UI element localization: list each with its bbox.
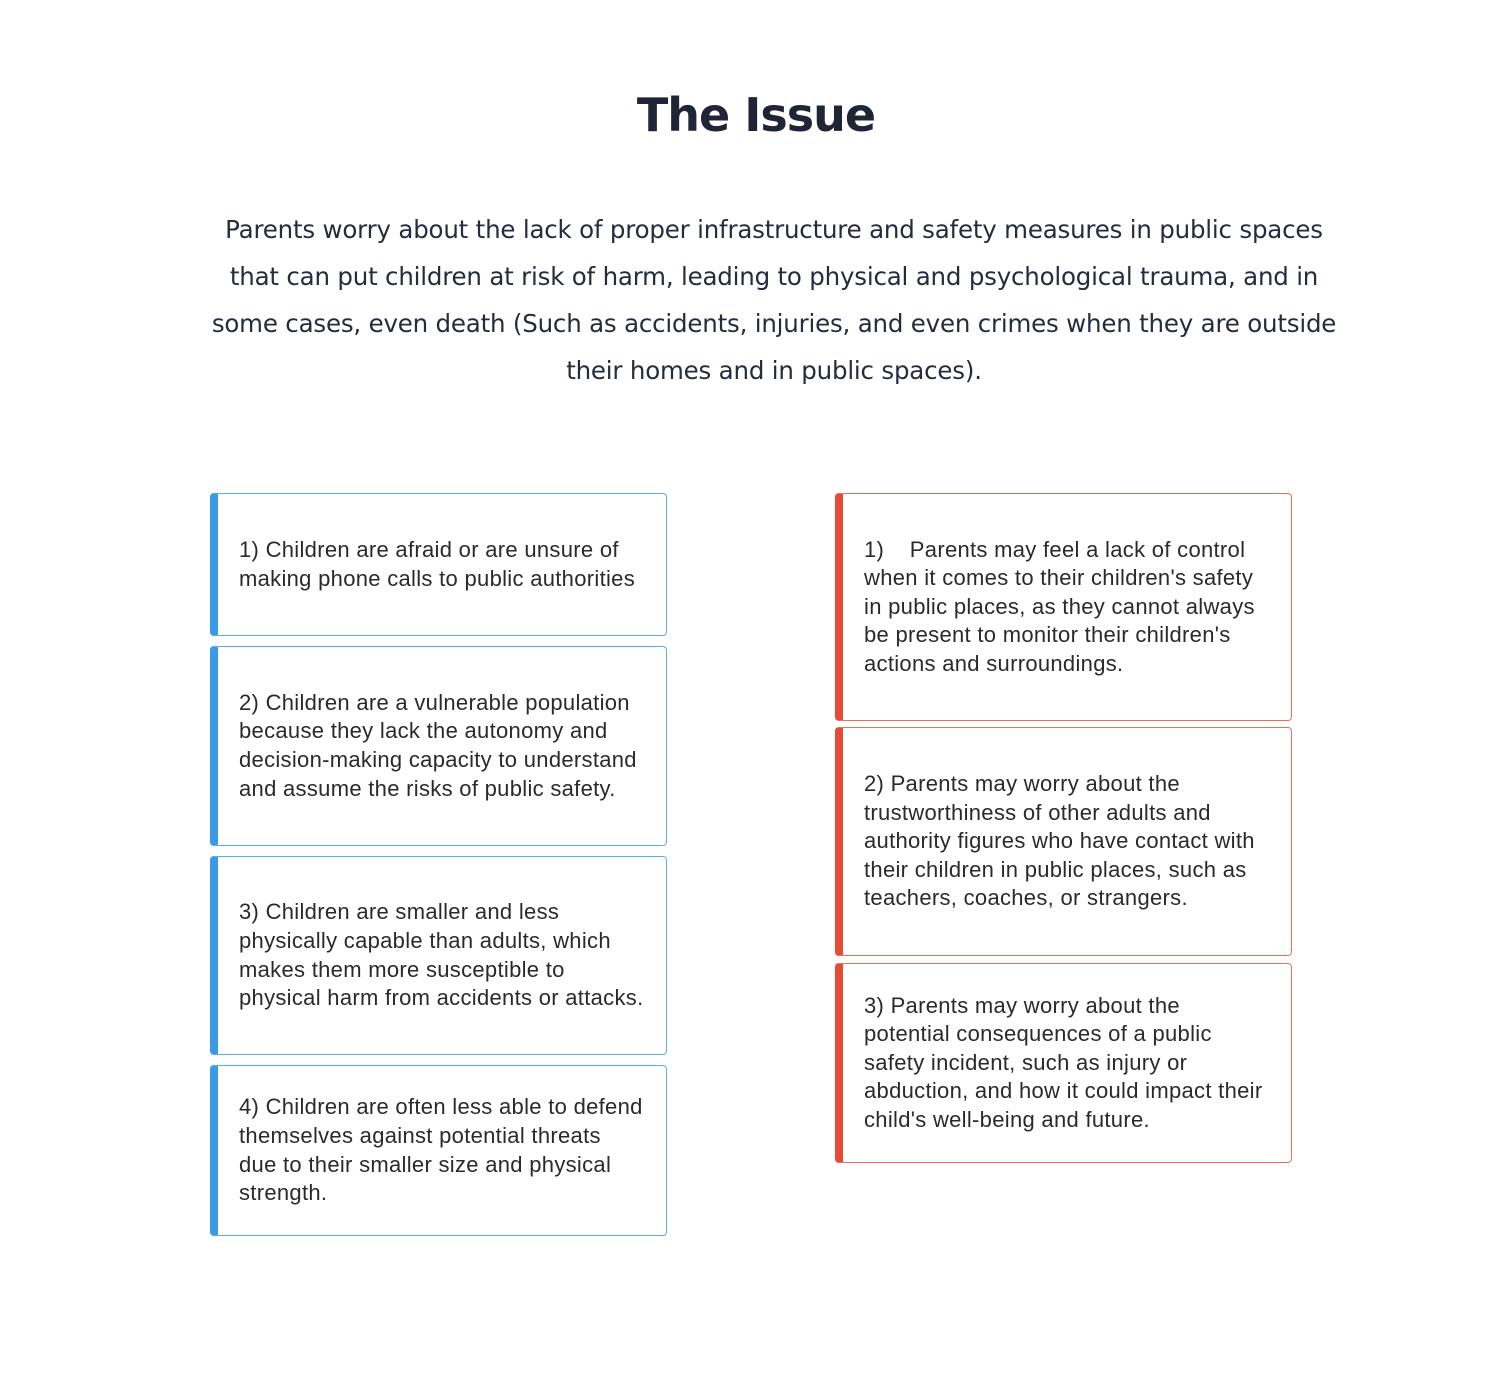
children-issue-card-4 — [210, 1065, 667, 1236]
parents-issue-card-1 — [835, 493, 1292, 721]
children-issue-card-2 — [210, 646, 667, 846]
children-issue-card-1 — [210, 493, 667, 636]
parents-issue-card-3 — [835, 963, 1292, 1163]
parents-issue-text-3: 3) Parents may worry about the potential consequences of a public safety incident, such as injury or abduction, and how it could impact their child's well-being and future. — [864, 992, 1269, 1132]
children-issue-text-3: 3) Children are smaller and less physically capable than adults, which makes them more susceptible to physical harm from accidents or attacks. — [239, 899, 644, 1011]
page-title: The Issue — [636, 88, 876, 142]
children-issue-text-2: 2) Children are a vulnerable population because they lack the autonomy and decision-making capacity to understand and assume the risks of public safety. — [239, 689, 644, 801]
children-issue-text-4: 4) Children are often less able to defend themselves against potential threats due to their smaller size and physical strength. — [239, 1094, 650, 1206]
children-issue-card-3 — [210, 856, 667, 1055]
children-issue-text-1: 1) Children are afraid or are unsure of making phone calls to public authorities — [239, 536, 636, 591]
parents-issue-text-1: 1) Parents may feel a lack of control when it comes to their children's safety in public places, as they cannot always be present to monitor their children's actions and surroundings. — [864, 536, 1262, 676]
parents-issue-card-2 — [835, 727, 1292, 956]
parents-issue-text-2: 2) Parents may worry about the trustworthiness of other adults and authority figures who have contact with their children in public places, such as teachers, coaches, or strangers. — [864, 771, 1262, 911]
intro-paragraph: Parents worry about the lack of proper infrastructure and safety measures in public spaces that can put children at risk of harm, leading to physical and psychological trauma, and in some cases, even death (Such as accidents, injuries, and even crimes when they are outside their homes and in public spaces). — [211, 215, 1337, 385]
